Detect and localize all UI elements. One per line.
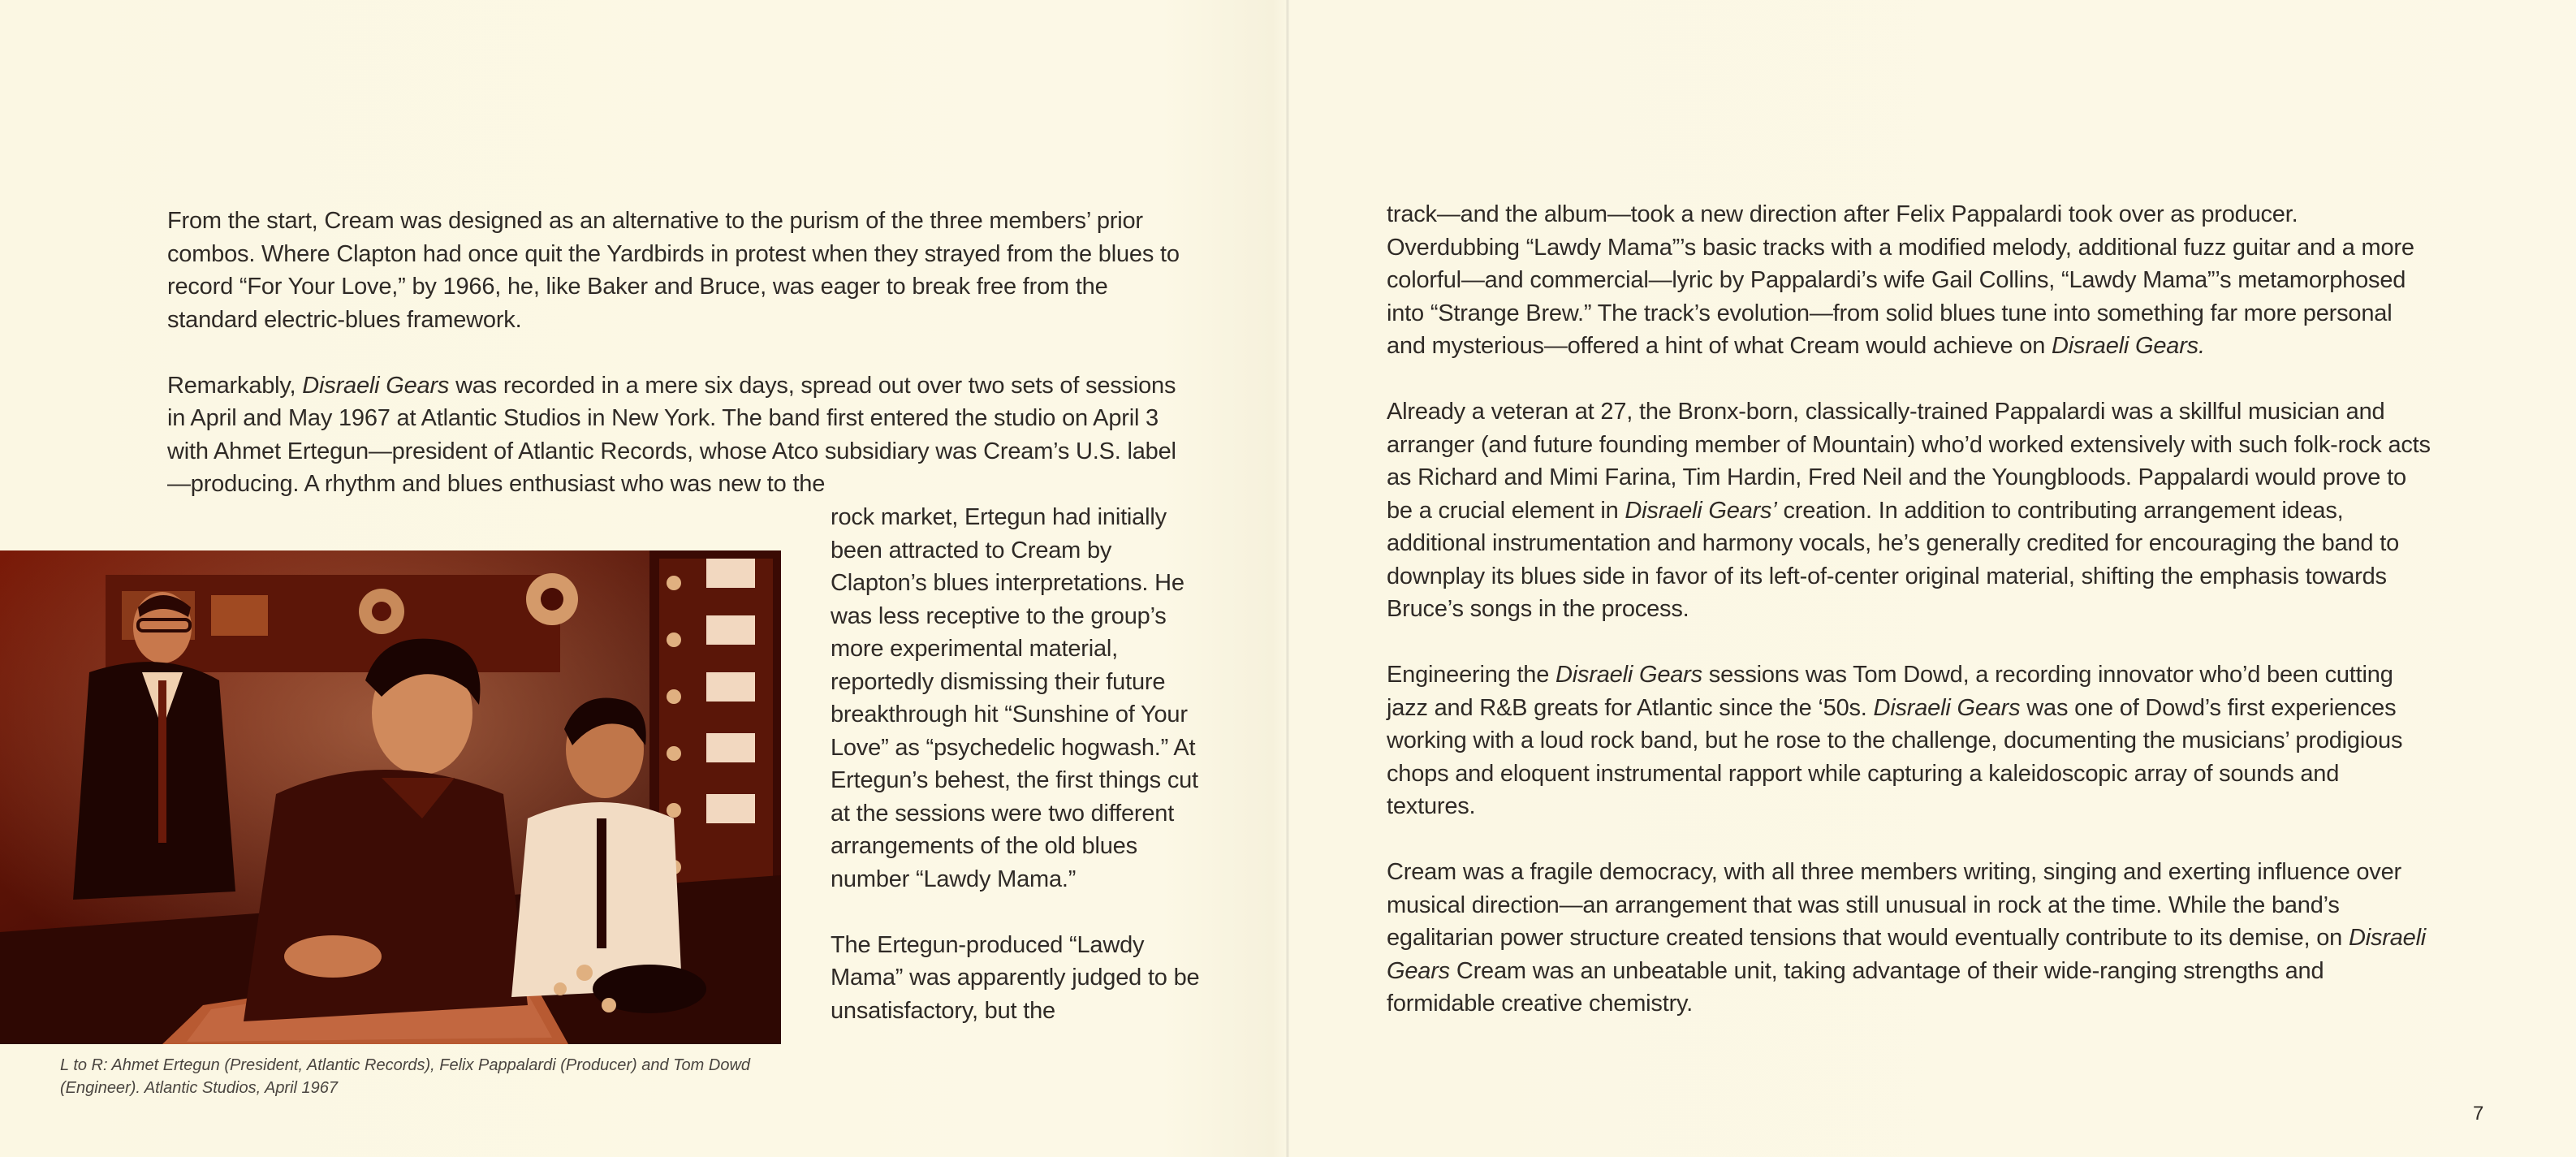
paragraph-intro: From the start, Cream was designed as an alternative to the purism of the three members’ prior combos. Where Clapton had once quit the Yardbirds in protest when they strayed from the blues to record “For Your Love,” by 1966, he, like Baker and Bruce, was eager to break free from the standard electric-blues framework. — [167, 208, 1180, 333]
left-page-text-narrow — [831, 501, 1212, 1027]
text-run: Remarkably, — [167, 372, 296, 399]
text-run: Cream was an unbeatable unit, taking advantage of their wide-ranging strengths and formidable creative chemistry. — [1387, 957, 2324, 1017]
paragraph-tom-dowd — [1387, 658, 2434, 823]
paragraph-ertegun: rock market, Ertegun had initially been attracted to Cream by Clapton’s blues interpretations. He was less receptive to the group’s more experimental material, reportedly dismissing their future breakthrough hit “Sunshine of Your Love” as “psychedelic hogwash.” At Ertegun’s behest, the first things cut at the sessions were two different arrangements of the old blues number “Lawdy Mama.” — [831, 504, 1198, 892]
text-run: Already a veteran at 27, the Bronx-born, classically-trained Pappalardi was a skillful musician and arranger (and future founding member of Mountain) who’d worked extensively with such folk-rock acts as Richard and Mimi Farina, Tim Hardin, Fred Neil and the Youngbloods. Pappalardi would prove to be a crucial element in — [1387, 399, 2431, 524]
text-run: Engineering the — [1387, 662, 1550, 688]
text-run: was recorded in a mere six days, spread out over two sets of sessions in April and May 1967 at Atlantic Studios in New York. The band first entered the studio on April 3 with Ahmet Ertegun—president of Atlantic Records, whose Atco subsidiary was Cream’s U.S. label—producing. A rhythm and blues enthusiast who was new to the — [167, 372, 1176, 497]
album-title: Disraeli Gears — [1556, 662, 1702, 688]
text-run: Cream was a fragile democracy, with all three members writing, singing and exerting influence over musical direction—an arrangement that was still unusual in rock at the time. While the band’s egalitarian power structure created tensions that would eventually contribute to its demise, on — [1387, 859, 2401, 951]
right-page-text — [1387, 198, 2434, 1021]
left-page-text-wide — [167, 205, 1194, 501]
page-number: 7 — [2473, 1103, 2484, 1125]
album-title: Disraeli Gears — [1387, 925, 2427, 984]
album-title: Disraeli Gears’ — [1625, 497, 1777, 524]
paragraph-pappalardi — [1387, 395, 2434, 626]
studio-photo — [0, 550, 781, 1044]
album-title: Disraeli Gears. — [2052, 333, 2205, 359]
paragraph-recording — [167, 369, 1194, 501]
text-run: track—and the album—took a new direction after Felix Pappalardi took over as producer. Overdubbing “Lawdy Mama”’s basic tracks with a modified melody, additional fuzz guitar and a more colorful—and commercial—lyric by Pappalardi’s wife Gail Collins, “Lawdy Mama”’s metamorphosed into “Strange Brew.” The track’s evolution—from solid blues tune into something far more personal and mysterious—offered a hint of what Cream would achieve on — [1387, 201, 2414, 359]
text-run: sessions was Tom Dowd, a recording innovator who’d been cutting jazz and R&B greats for Atlantic since the ‘50s. — [1387, 662, 2393, 721]
text-run: creation. In addition to contributing arrangement ideas, additional instrumentation and harmony vocals, he’s generally credited for encouraging the band to downplay its blues side in favor of its left-of-center original material, shifting the emphasis towards Bruce’s songs in the process. — [1387, 497, 2399, 622]
page-gutter — [1286, 0, 1289, 1157]
album-title: Disraeli Gears — [302, 372, 450, 399]
album-title: Disraeli Gears — [1873, 694, 2021, 721]
paragraph-democracy — [1387, 856, 2434, 1021]
paragraph-strange-brew — [1387, 198, 2434, 363]
paragraph-lawdy-mama: The Ertegun-produced “Lawdy Mama” was apparently judged to be unsatisfactory, but the — [831, 931, 1200, 1024]
photo-caption: L to R: Ahmet Ertegun (President, Atlantic Records), Felix Pappalardi (Producer) and Tom Dowd (Engineer). Atlantic Studios, April 1967 — [60, 1056, 751, 1097]
text-run: was one of Dowd’s first experiences working with a loud rock band, but he rose to the challenge, documenting the musicians’ prodigious chops and eloquent instrumental rapport while capturing a kaleidoscopic array of sounds and textures. — [1387, 694, 2403, 819]
